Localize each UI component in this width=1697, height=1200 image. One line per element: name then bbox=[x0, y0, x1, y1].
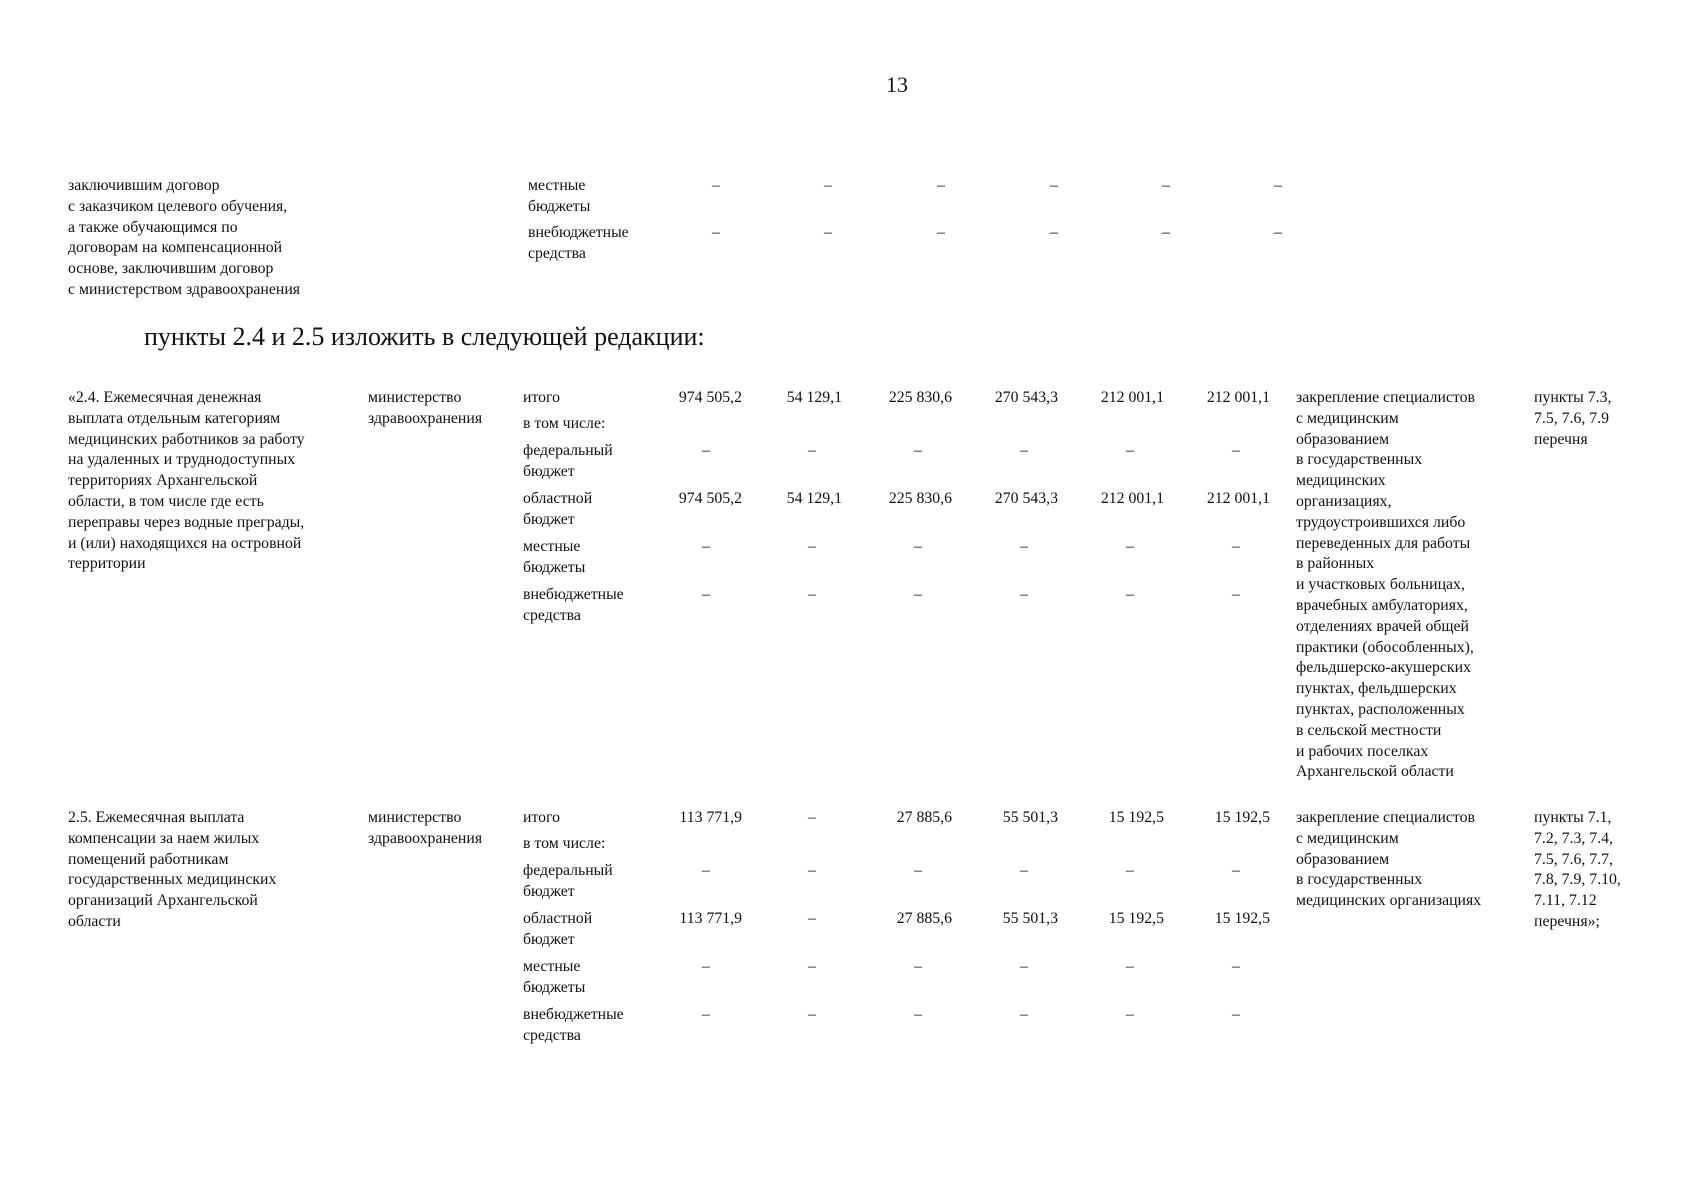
value-cell: – bbox=[1050, 224, 1058, 241]
funding-source-label: областной бюджет bbox=[523, 910, 593, 948]
value-cell: – bbox=[712, 177, 720, 194]
value-cell: 15 192,5 bbox=[1214, 910, 1270, 927]
value-cell: 270 543,3 bbox=[994, 389, 1058, 406]
value-cell: – bbox=[1162, 177, 1170, 194]
value-cell: – bbox=[702, 1006, 710, 1023]
value-cell: – bbox=[808, 809, 816, 826]
value-cell: 225 830,6 bbox=[888, 490, 952, 507]
row-description: заключившим договор с заказчиком целевого обучения, а также обучающимся по договорам на компенсационной основе, заключившим договор с министерством здравоохранения bbox=[68, 177, 301, 298]
value-cell: – bbox=[1020, 1006, 1028, 1023]
value-cell: – bbox=[1162, 224, 1170, 241]
value-cell: 113 771,9 bbox=[679, 910, 742, 927]
value-cell: – bbox=[1232, 586, 1240, 603]
value-cell: – bbox=[1274, 224, 1282, 241]
value-cell: – bbox=[1020, 442, 1028, 459]
value-cell: 55 501,3 bbox=[1002, 910, 1058, 927]
value-cell: 54 129,1 bbox=[786, 490, 842, 507]
funding-source-label: федеральный бюджет bbox=[523, 442, 613, 480]
value-cell: 113 771,9 bbox=[679, 809, 742, 826]
funding-source-label: федеральный бюджет bbox=[523, 862, 613, 900]
funding-source-label: местные бюджеты bbox=[523, 958, 586, 996]
page-number: 13 bbox=[886, 72, 908, 97]
value-cell: – bbox=[1126, 862, 1134, 879]
value-cell: – bbox=[702, 586, 710, 603]
value-cell: 54 129,1 bbox=[786, 389, 842, 406]
value-cell: 225 830,6 bbox=[888, 389, 952, 406]
funding-source-label: в том числе: bbox=[523, 835, 606, 852]
value-cell: – bbox=[824, 177, 832, 194]
funding-source-label: внебюджетные средства bbox=[523, 586, 624, 624]
row-executor: министерство здравоохранения bbox=[368, 389, 483, 427]
funding-source-label: местные бюджеты bbox=[528, 177, 591, 215]
value-cell: – bbox=[1020, 538, 1028, 555]
value-cell: – bbox=[712, 224, 720, 241]
value-cell: – bbox=[1126, 586, 1134, 603]
funding-source-label: внебюджетные средства bbox=[528, 224, 629, 262]
value-cell: – bbox=[1126, 1006, 1134, 1023]
value-cell: – bbox=[914, 586, 922, 603]
value-cell: – bbox=[702, 958, 710, 975]
row-description: 2.5. Ежемесячная выплата компенсации за наем жилых помещений работникам государственных медицинских организаций Архангельской области bbox=[68, 809, 277, 930]
value-cell: – bbox=[1020, 958, 1028, 975]
value-cell: 212 001,1 bbox=[1206, 490, 1270, 507]
value-cell: – bbox=[1020, 862, 1028, 879]
row-result: закрепление специалистов с медицинским образованием в государственных медицинских организациях bbox=[1296, 809, 1482, 910]
row-reference: пункты 7.3, 7.5, 7.6, 7.9 перечня bbox=[1534, 389, 1612, 448]
value-cell: – bbox=[808, 538, 816, 555]
value-cell: – bbox=[808, 586, 816, 603]
value-cell: – bbox=[808, 910, 816, 927]
value-cell: – bbox=[1126, 958, 1134, 975]
value-cell: – bbox=[702, 862, 710, 879]
value-cell: – bbox=[1274, 177, 1282, 194]
value-cell: 15 192,5 bbox=[1108, 910, 1164, 927]
value-cell: 27 885,6 bbox=[896, 809, 952, 826]
value-cell: – bbox=[808, 442, 816, 459]
value-cell: 27 885,6 bbox=[896, 910, 952, 927]
row-executor: министерство здравоохранения bbox=[368, 809, 483, 847]
value-cell: – bbox=[1232, 958, 1240, 975]
value-cell: – bbox=[702, 442, 710, 459]
value-cell: – bbox=[1020, 586, 1028, 603]
value-cell: – bbox=[914, 1006, 922, 1023]
value-cell: – bbox=[1050, 177, 1058, 194]
value-cell: 974 505,2 bbox=[678, 389, 742, 406]
funding-source-label: внебюджетные средства bbox=[523, 1006, 624, 1044]
value-cell: 15 192,5 bbox=[1108, 809, 1164, 826]
value-cell: 270 543,3 bbox=[994, 490, 1058, 507]
funding-source-label: в том числе: bbox=[523, 415, 606, 432]
funding-source-label: итого bbox=[523, 389, 561, 406]
value-cell: – bbox=[914, 862, 922, 879]
value-cell: 55 501,3 bbox=[1002, 809, 1058, 826]
value-cell: – bbox=[937, 177, 945, 194]
funding-source-label: областной бюджет bbox=[523, 490, 593, 528]
value-cell: – bbox=[937, 224, 945, 241]
value-cell: – bbox=[1232, 862, 1240, 879]
value-cell: – bbox=[702, 538, 710, 555]
value-cell: – bbox=[808, 1006, 816, 1023]
row-reference: пункты 7.1, 7.2, 7.3, 7.4, 7.5, 7.6, 7.7, 7.8, 7.9, 7.10, 7.11, 7.12 перечня»; bbox=[1534, 809, 1621, 930]
value-cell: 212 001,1 bbox=[1100, 490, 1164, 507]
value-cell: – bbox=[808, 958, 816, 975]
funding-source-label: итого bbox=[523, 809, 561, 826]
value-cell: – bbox=[914, 538, 922, 555]
funding-source-label: местные бюджеты bbox=[523, 538, 586, 576]
row-result: закрепление специалистов с медицинским образованием в государственных медицинских организациях, трудоустроившихся либо переведенных для работы в районных и участковых больницах, врачебных амбулаториях, отделениях врачей общей практики (обособленных), фельдшерско-акушерских пунктах, фельдшерских пунктах, расположенных в сельской местности и рабочих поселках Архангельской области bbox=[1296, 389, 1475, 781]
row-description: «2.4. Ежемесячная денежная выплата отдельным категориям медицинских работников за работу на удаленных и труднодоступных территориях Архангельской области, в том числе где есть переправы через водные преграды, и (или) находящихся на островной территории bbox=[68, 389, 305, 573]
value-cell: – bbox=[824, 224, 832, 241]
value-cell: – bbox=[1232, 442, 1240, 459]
value-cell: 212 001,1 bbox=[1206, 389, 1270, 406]
amendment-instruction: пункты 2.4 и 2.5 изложить в следующей редакции: bbox=[144, 322, 705, 351]
value-cell: – bbox=[914, 958, 922, 975]
value-cell: 974 505,2 bbox=[678, 490, 742, 507]
value-cell: 15 192,5 bbox=[1214, 809, 1270, 826]
value-cell: 212 001,1 bbox=[1100, 389, 1164, 406]
value-cell: – bbox=[1232, 1006, 1240, 1023]
value-cell: – bbox=[808, 862, 816, 879]
value-cell: – bbox=[1126, 538, 1134, 555]
value-cell: – bbox=[1232, 538, 1240, 555]
value-cell: – bbox=[1126, 442, 1134, 459]
value-cell: – bbox=[914, 442, 922, 459]
